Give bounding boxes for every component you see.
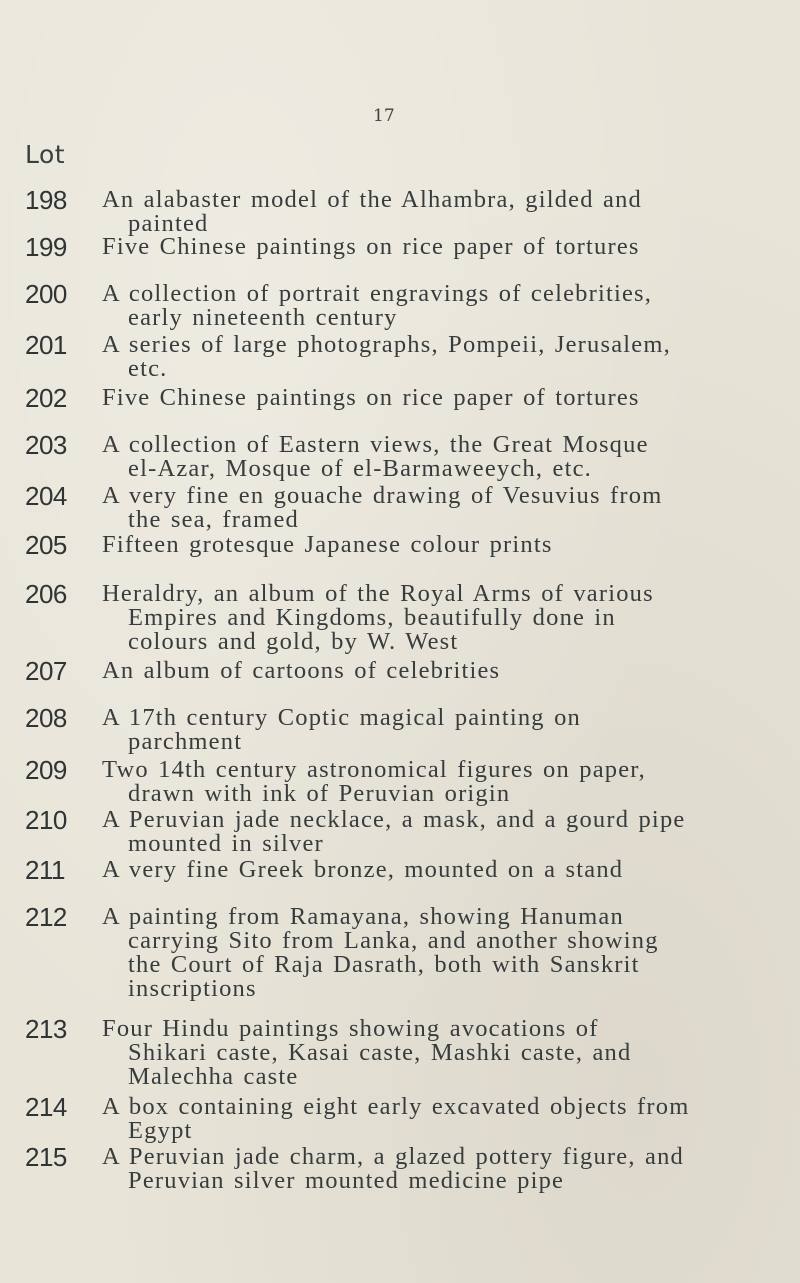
lot-description — [102, 808, 782, 856]
lot-description-line: Malechha caste — [128, 1063, 299, 1090]
lot-number: 215 — [25, 1142, 67, 1172]
lot-number: 214 — [25, 1092, 67, 1122]
lot-description-line: A box containing eight early excavated objects from — [102, 1093, 690, 1120]
lot-description-line: An album of cartoons of celebrities — [102, 657, 501, 684]
lot-description — [102, 188, 782, 236]
lot-description-line: carrying Sito from Lanka, and another showing — [128, 927, 659, 954]
lot-description-line: the sea, framed — [128, 506, 299, 533]
lot-description-line: Five Chinese paintings on rice paper of tortures — [102, 384, 640, 411]
lot-description-line: Five Chinese paintings on rice paper of tortures — [102, 233, 640, 260]
lot-number: 203 — [25, 430, 67, 460]
lot-description-line: early nineteenth century — [128, 304, 398, 331]
lot-description-line: Heraldry, an album of the Royal Arms of various — [102, 580, 654, 607]
lot-number: 206 — [25, 579, 67, 609]
lot-description-line: A very fine Greek bronze, mounted on a stand — [102, 856, 624, 883]
lot-description — [102, 758, 782, 806]
lot-number: 205 — [25, 530, 67, 560]
lot-description-line: A collection of Eastern views, the Great Mosque — [102, 431, 649, 458]
lot-description-line: inscriptions — [128, 975, 257, 1002]
lot-number: 208 — [25, 703, 67, 733]
lot-number: 209 — [25, 755, 67, 785]
lot-number: 213 — [25, 1014, 67, 1044]
lot-description — [102, 433, 782, 481]
lot-description — [102, 1017, 782, 1089]
lot-description-line: A Peruvian jade necklace, a mask, and a gourd pipe — [102, 806, 686, 833]
lot-description-line: Peruvian silver mounted medicine pipe — [128, 1167, 565, 1194]
lot-description — [102, 235, 782, 259]
lot-description-line: Egypt — [128, 1117, 193, 1144]
page-number: 17 — [373, 106, 395, 126]
lot-description-line: A collection of portrait engravings of celebrities, — [102, 280, 653, 307]
lot-number: 212 — [25, 902, 67, 932]
lot-description — [102, 706, 782, 754]
lot-column-heading: Lot — [25, 140, 66, 169]
lot-description-line: mounted in silver — [128, 830, 324, 857]
lot-number: 211 — [25, 855, 65, 885]
lot-description-line: A painting from Ramayana, showing Hanuman — [102, 903, 624, 930]
lot-description — [102, 582, 782, 654]
lot-description-line: Two 14th century astronomical figures on paper, — [102, 756, 646, 783]
lot-description — [102, 386, 782, 410]
lot-number: 200 — [25, 279, 67, 309]
lot-description-line: A 17th century Coptic magical painting on — [102, 704, 581, 731]
lot-description-line: Shikari caste, Kasai caste, Mashki caste, and — [128, 1039, 632, 1066]
lot-description-line: el-Azar, Mosque of el-Barmaweeych, etc. — [128, 455, 593, 482]
lot-number: 207 — [25, 656, 67, 686]
lot-description-line: A series of large photographs, Pompeii, Jerusalem, — [102, 331, 671, 358]
lot-description — [102, 905, 782, 1001]
lot-description-line: parchment — [128, 728, 243, 755]
lot-description — [102, 659, 782, 683]
lot-number: 199 — [25, 232, 67, 262]
lot-number: 202 — [25, 383, 67, 413]
lot-number: 201 — [25, 330, 67, 360]
lot-description-line: A Peruvian jade charm, a glazed pottery figure, and — [102, 1143, 684, 1170]
lot-description — [102, 533, 782, 557]
lot-description-line: A very fine en gouache drawing of Vesuvius from — [102, 482, 663, 509]
lot-description-line: Empires and Kingdoms, beautifully done in — [128, 604, 616, 631]
lot-number: 204 — [25, 481, 67, 511]
lot-description — [102, 858, 782, 882]
lot-description-line: drawn with ink of Peruvian origin — [128, 780, 511, 807]
lot-description-line: etc. — [128, 355, 168, 382]
lot-description-line: colours and gold, by W. West — [128, 628, 459, 655]
lot-number: 210 — [25, 805, 67, 835]
lot-description — [102, 333, 782, 381]
lot-description — [102, 1145, 782, 1193]
lot-description — [102, 282, 782, 330]
lot-description-line: An alabaster model of the Alhambra, gilded and — [102, 186, 642, 213]
lot-number: 198 — [25, 185, 67, 215]
lot-description-line: Fifteen grotesque Japanese colour prints — [102, 531, 553, 558]
lot-description-line: Four Hindu paintings showing avocations of — [102, 1015, 599, 1042]
lot-description — [102, 1095, 782, 1143]
lot-description-line: the Court of Raja Dasrath, both with Sanskrit — [128, 951, 640, 978]
lot-description-line: painted — [128, 210, 209, 237]
lot-description — [102, 484, 782, 532]
